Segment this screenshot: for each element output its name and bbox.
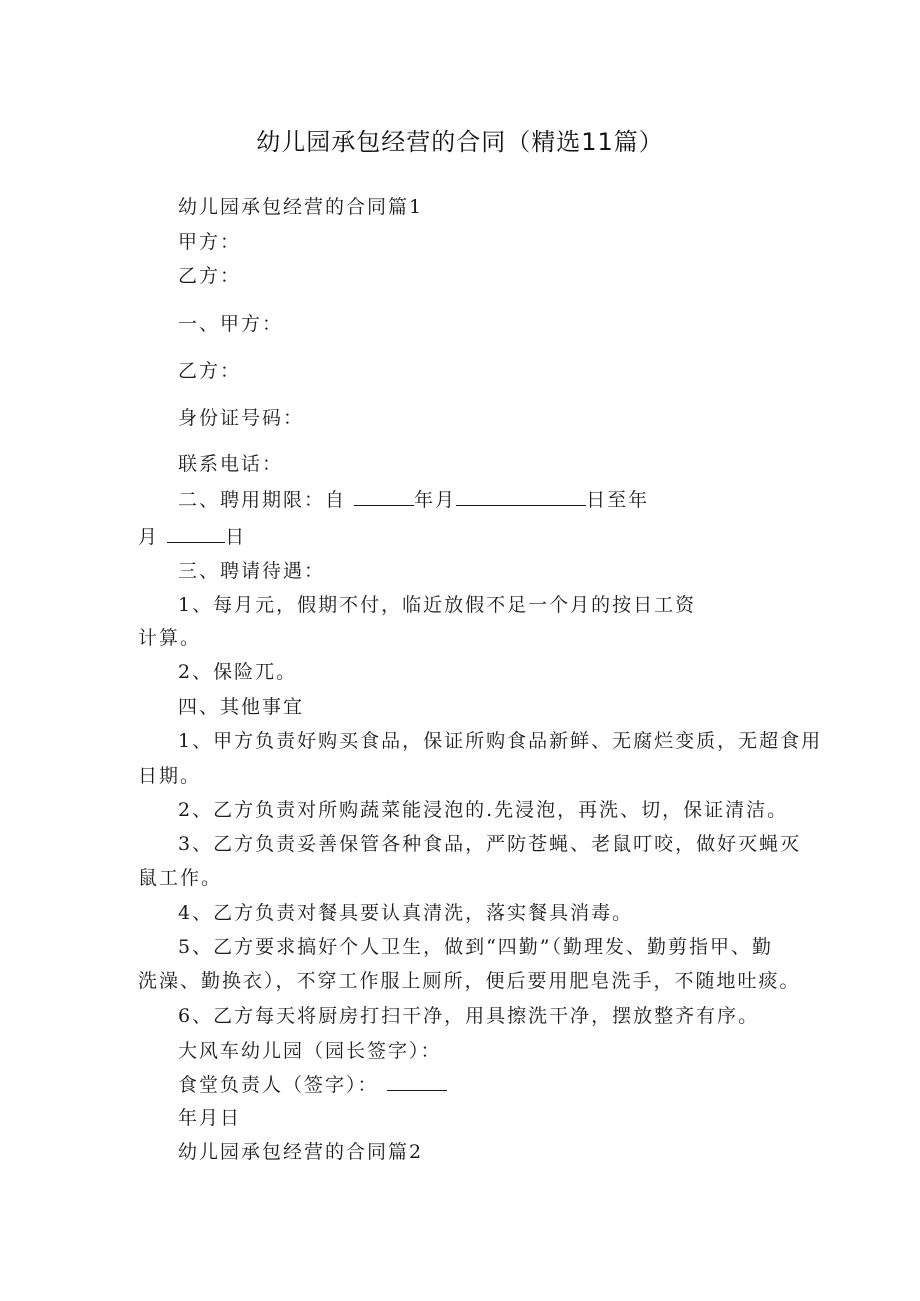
month-label: 月 — [138, 526, 160, 548]
clause-3-heading: 三、聘请待遇： — [178, 560, 326, 582]
blank-underline — [167, 526, 225, 543]
clause-4-heading: 四、其他事宜 — [178, 696, 305, 718]
clause-4-item-2: 2、乙方负责对所购蔬菜能浸泡的.先浸泡，再洗、切，保证清洁。 — [178, 799, 789, 821]
section-heading-1: 幼儿园承包经营的合同篇1 — [178, 196, 424, 218]
employment-period-line — [178, 489, 649, 511]
clause-4-item-3-cont: 鼠工作。 — [138, 867, 223, 889]
clause-3-item-1: 1、每月元，假期不付，临近放假不足一个月的按日工资 — [178, 594, 697, 616]
day-label: 日 — [225, 526, 247, 548]
phone-label: 联系电话： — [178, 453, 284, 475]
id-number-label: 身份证号码： — [178, 407, 305, 429]
clause-4-item-3: 3、乙方负责妥善保管各种食品，严防苍蝇、老鼠叮咬，做好灭蝇灭 — [178, 833, 802, 855]
date-line: 年月日 — [178, 1107, 242, 1129]
canteen-signature-label: 食堂负责人（签字）： — [178, 1074, 379, 1096]
party-b-label: 乙方： — [178, 265, 242, 287]
canteen-signature-line — [178, 1074, 447, 1096]
clause-4-item-6: 6、乙方每天将厨房打扫干净，用具擦洗干净，摆放整齐有序。 — [178, 1005, 760, 1027]
section-heading-2: 幼儿园承包经营的合同篇2 — [178, 1141, 424, 1163]
clause-4-item-4: 4、乙方负责对餐具要认真清洗，落实餐具消毒。 — [178, 902, 634, 924]
clause-4-item-5-cont: 洗澡、勤换衣），不穿工作服上厕所，便后要用肥皂洗手，不随地吐痰。 — [138, 970, 801, 992]
clause-3-item-1-cont: 计算。 — [138, 627, 202, 649]
blank-underline — [456, 489, 586, 506]
clause-4-item-1-cont: 日期。 — [138, 765, 202, 787]
employment-period-end: 日至年 — [586, 489, 650, 511]
employment-period-start: 二、聘用期限：自 — [178, 489, 347, 511]
clause-3-item-2: 2、保险兀。 — [178, 661, 298, 683]
clause-4-item-5: 5、乙方要求搞好个人卫生，做到“四勤”（勤理发、勤剪指甲、勤 — [178, 936, 774, 958]
clause-1-party-a: 一、甲方： — [178, 313, 284, 335]
blank-underline — [354, 489, 414, 506]
employment-period-continued — [138, 526, 246, 548]
employment-period-mid: 年月 — [414, 489, 457, 511]
kindergarten-signature: 大风车幼儿园（园长签字）： — [178, 1040, 442, 1062]
clause-1-party-b: 乙方： — [178, 360, 242, 382]
clause-4-item-1: 1、甲方负责好购买食品，保证所购食品新鲜、无腐烂变质，无超食用 — [178, 730, 823, 752]
blank-underline — [387, 1074, 447, 1091]
document-title: 幼儿园承包经营的合同（精选11篇） — [256, 128, 664, 156]
party-a-label: 甲方： — [178, 231, 242, 253]
